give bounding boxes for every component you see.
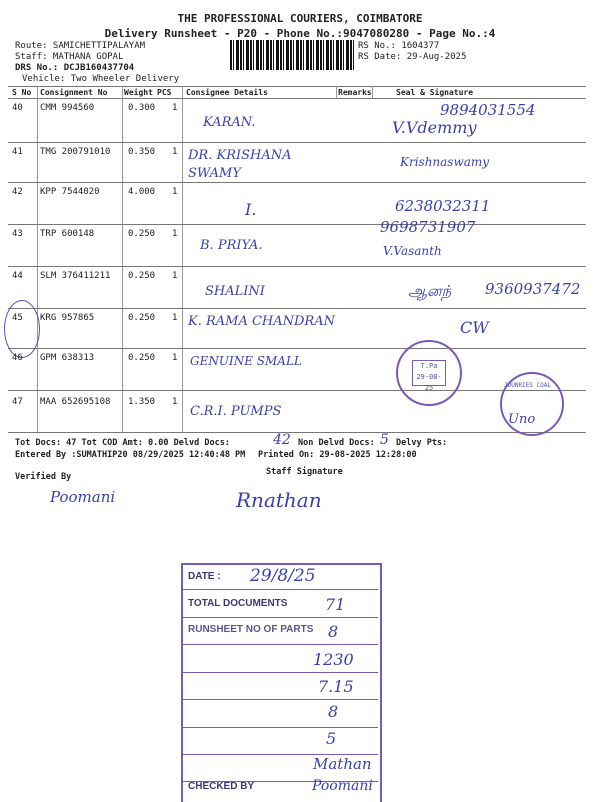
stamp-row-value: 8	[328, 622, 339, 641]
row-pcs: 1	[172, 397, 178, 407]
row-consignee: K. RAMA CHANDRAN	[188, 314, 336, 329]
col-consignment: Consignment No	[40, 88, 108, 97]
non-delvd-label: Non Delvd Docs:	[298, 438, 375, 448]
stamp-row-value: 1230	[313, 650, 354, 669]
row-sno: 41	[12, 147, 23, 157]
staff-signature: Rnathan	[236, 488, 322, 512]
row-consignment: TMG 200791010	[40, 147, 111, 157]
row-consignee: I.	[245, 200, 257, 219]
stamp-date-label: DATE :	[188, 571, 221, 582]
drs-number: DRS No.: DCJB160437704	[15, 63, 135, 73]
row-consignment: KRG 957865	[40, 313, 95, 323]
stamp-row-value: 5	[326, 729, 337, 748]
row-sign-phone: 9698731907	[380, 218, 476, 236]
row-pcs: 1	[172, 313, 178, 323]
row-pcs: 1	[172, 103, 178, 113]
barcode	[230, 40, 354, 70]
row-sno: 43	[12, 229, 23, 239]
row-pcs: 1	[172, 147, 178, 157]
row-pcs: 1	[172, 353, 178, 363]
row-consignment: MAA 652695108	[40, 397, 111, 407]
col-consignee: Consignee Details	[186, 88, 268, 97]
col-pcs: PCS	[157, 88, 172, 97]
verified-signature: Poomani	[50, 488, 116, 506]
row-consignment: GPM 638313	[40, 353, 95, 363]
row-weight: 1.350	[128, 397, 156, 407]
totals-line: Tot Docs: 47 Tot COD Amt: 0.00 Delvd Docs:	[15, 438, 230, 448]
col-weight: Weight	[124, 88, 153, 97]
non-delivered-docs: 5	[380, 432, 389, 448]
row-weight: 0.250	[128, 353, 156, 363]
col-seal-signature: Seal & Signature	[396, 88, 474, 97]
row-consignee: SHALINI	[205, 284, 265, 299]
route-label: Route: SAMICHETTIPALAYAM	[15, 41, 146, 51]
row-weight: 0.250	[128, 313, 156, 323]
row-consignee: DR. KRISHANA SWAMY	[188, 148, 292, 181]
row-sno: 44	[12, 271, 23, 281]
row-consignee: C.R.I. PUMPS	[190, 404, 282, 419]
checked-by-label: CHECKED BY	[188, 781, 255, 792]
row-consignment: SLM 376411211	[40, 271, 111, 281]
stamp-row-label: RUNSHEET NO OF PARTS	[188, 624, 314, 635]
row-pcs: 1	[172, 187, 178, 197]
row-sign-phone: 9360937472	[485, 280, 581, 298]
row-signature: V.Vasanth	[383, 244, 442, 258]
row-weight: 4.000	[128, 187, 156, 197]
stamp-company-text: JOUNRIES COAL	[504, 382, 551, 389]
circle-mark	[4, 300, 40, 358]
row-consignee: KARAN.	[203, 115, 256, 130]
col-sno: S No	[12, 88, 32, 97]
row-pcs: 1	[172, 271, 178, 281]
stamp-row-value: 71	[325, 595, 346, 614]
row-sno: 45	[12, 313, 23, 323]
runsheet-title: Delivery Runsheet - P20 - Phone No.:9047080280 - Page No.:4	[104, 27, 496, 40]
stamp-date: T.Pa 29-08-25	[412, 360, 446, 386]
row-weight: 0.250	[128, 271, 156, 281]
scribble-sign: Uno	[508, 412, 536, 427]
stamp-date-value: 29/8/25	[250, 566, 316, 586]
checked-by-signature: Poomani	[312, 778, 373, 794]
row-consignment: KPP 7544020	[40, 187, 100, 197]
row-sno: 40	[12, 103, 23, 113]
round-stamp	[396, 340, 462, 406]
row-sign-phone: 6238032311	[395, 197, 491, 215]
row-sno: 42	[12, 187, 23, 197]
verified-by-label: Verified By	[15, 472, 72, 482]
staff-label: Staff: MATHANA GOPAL	[15, 52, 124, 62]
row-consignment: TRP 600148	[40, 229, 95, 239]
tamil-signature: ஆனந்	[408, 282, 452, 300]
col-remarks: Remarks	[338, 88, 372, 97]
company-name: THE PROFESSIONAL COURIERS, COIMBATORE	[177, 12, 423, 25]
row-signature: Krishnaswamy	[400, 155, 490, 169]
row-signature: CW	[460, 318, 489, 337]
entered-by: Entered By :SUMATHIP20 08/29/2025 12:40:48 PM	[15, 450, 246, 460]
row-weight: 0.300	[128, 103, 156, 113]
row-sno: 47	[12, 397, 23, 407]
staff-signature-label: Staff Signature	[266, 467, 343, 477]
delivered-docs: 42	[273, 432, 291, 448]
row-weight: 0.250	[128, 229, 156, 239]
stamp-row-value: 8	[328, 702, 339, 721]
printed-on: Printed On: 29-08-2025 12:28:00	[258, 450, 417, 460]
stamp-row-value: 7.15	[318, 677, 354, 696]
row-sign-phone: 9894031554	[440, 101, 536, 119]
row-consignee: B. PRIYA.	[200, 238, 263, 253]
rs-date: RS Date: 29-Aug-2025	[358, 52, 467, 62]
delvy-pts-label: Delvy Pts:	[396, 438, 448, 448]
row-consignee: GENUINE SMALL	[190, 354, 302, 368]
stamp-row-value: Mathan	[313, 755, 372, 773]
row-pcs: 1	[172, 229, 178, 239]
row-signature: V.Vdemmy	[392, 118, 477, 137]
row-sno: 46	[12, 353, 23, 363]
row-weight: 0.350	[128, 147, 156, 157]
stamp-row-label: TOTAL DOCUMENTS	[188, 598, 288, 609]
row-consignment: CMM 994560	[40, 103, 95, 113]
vehicle-label: Vehicle: Two Wheeler Delivery	[22, 74, 180, 84]
rs-number: RS No.: 1604377	[358, 41, 440, 51]
